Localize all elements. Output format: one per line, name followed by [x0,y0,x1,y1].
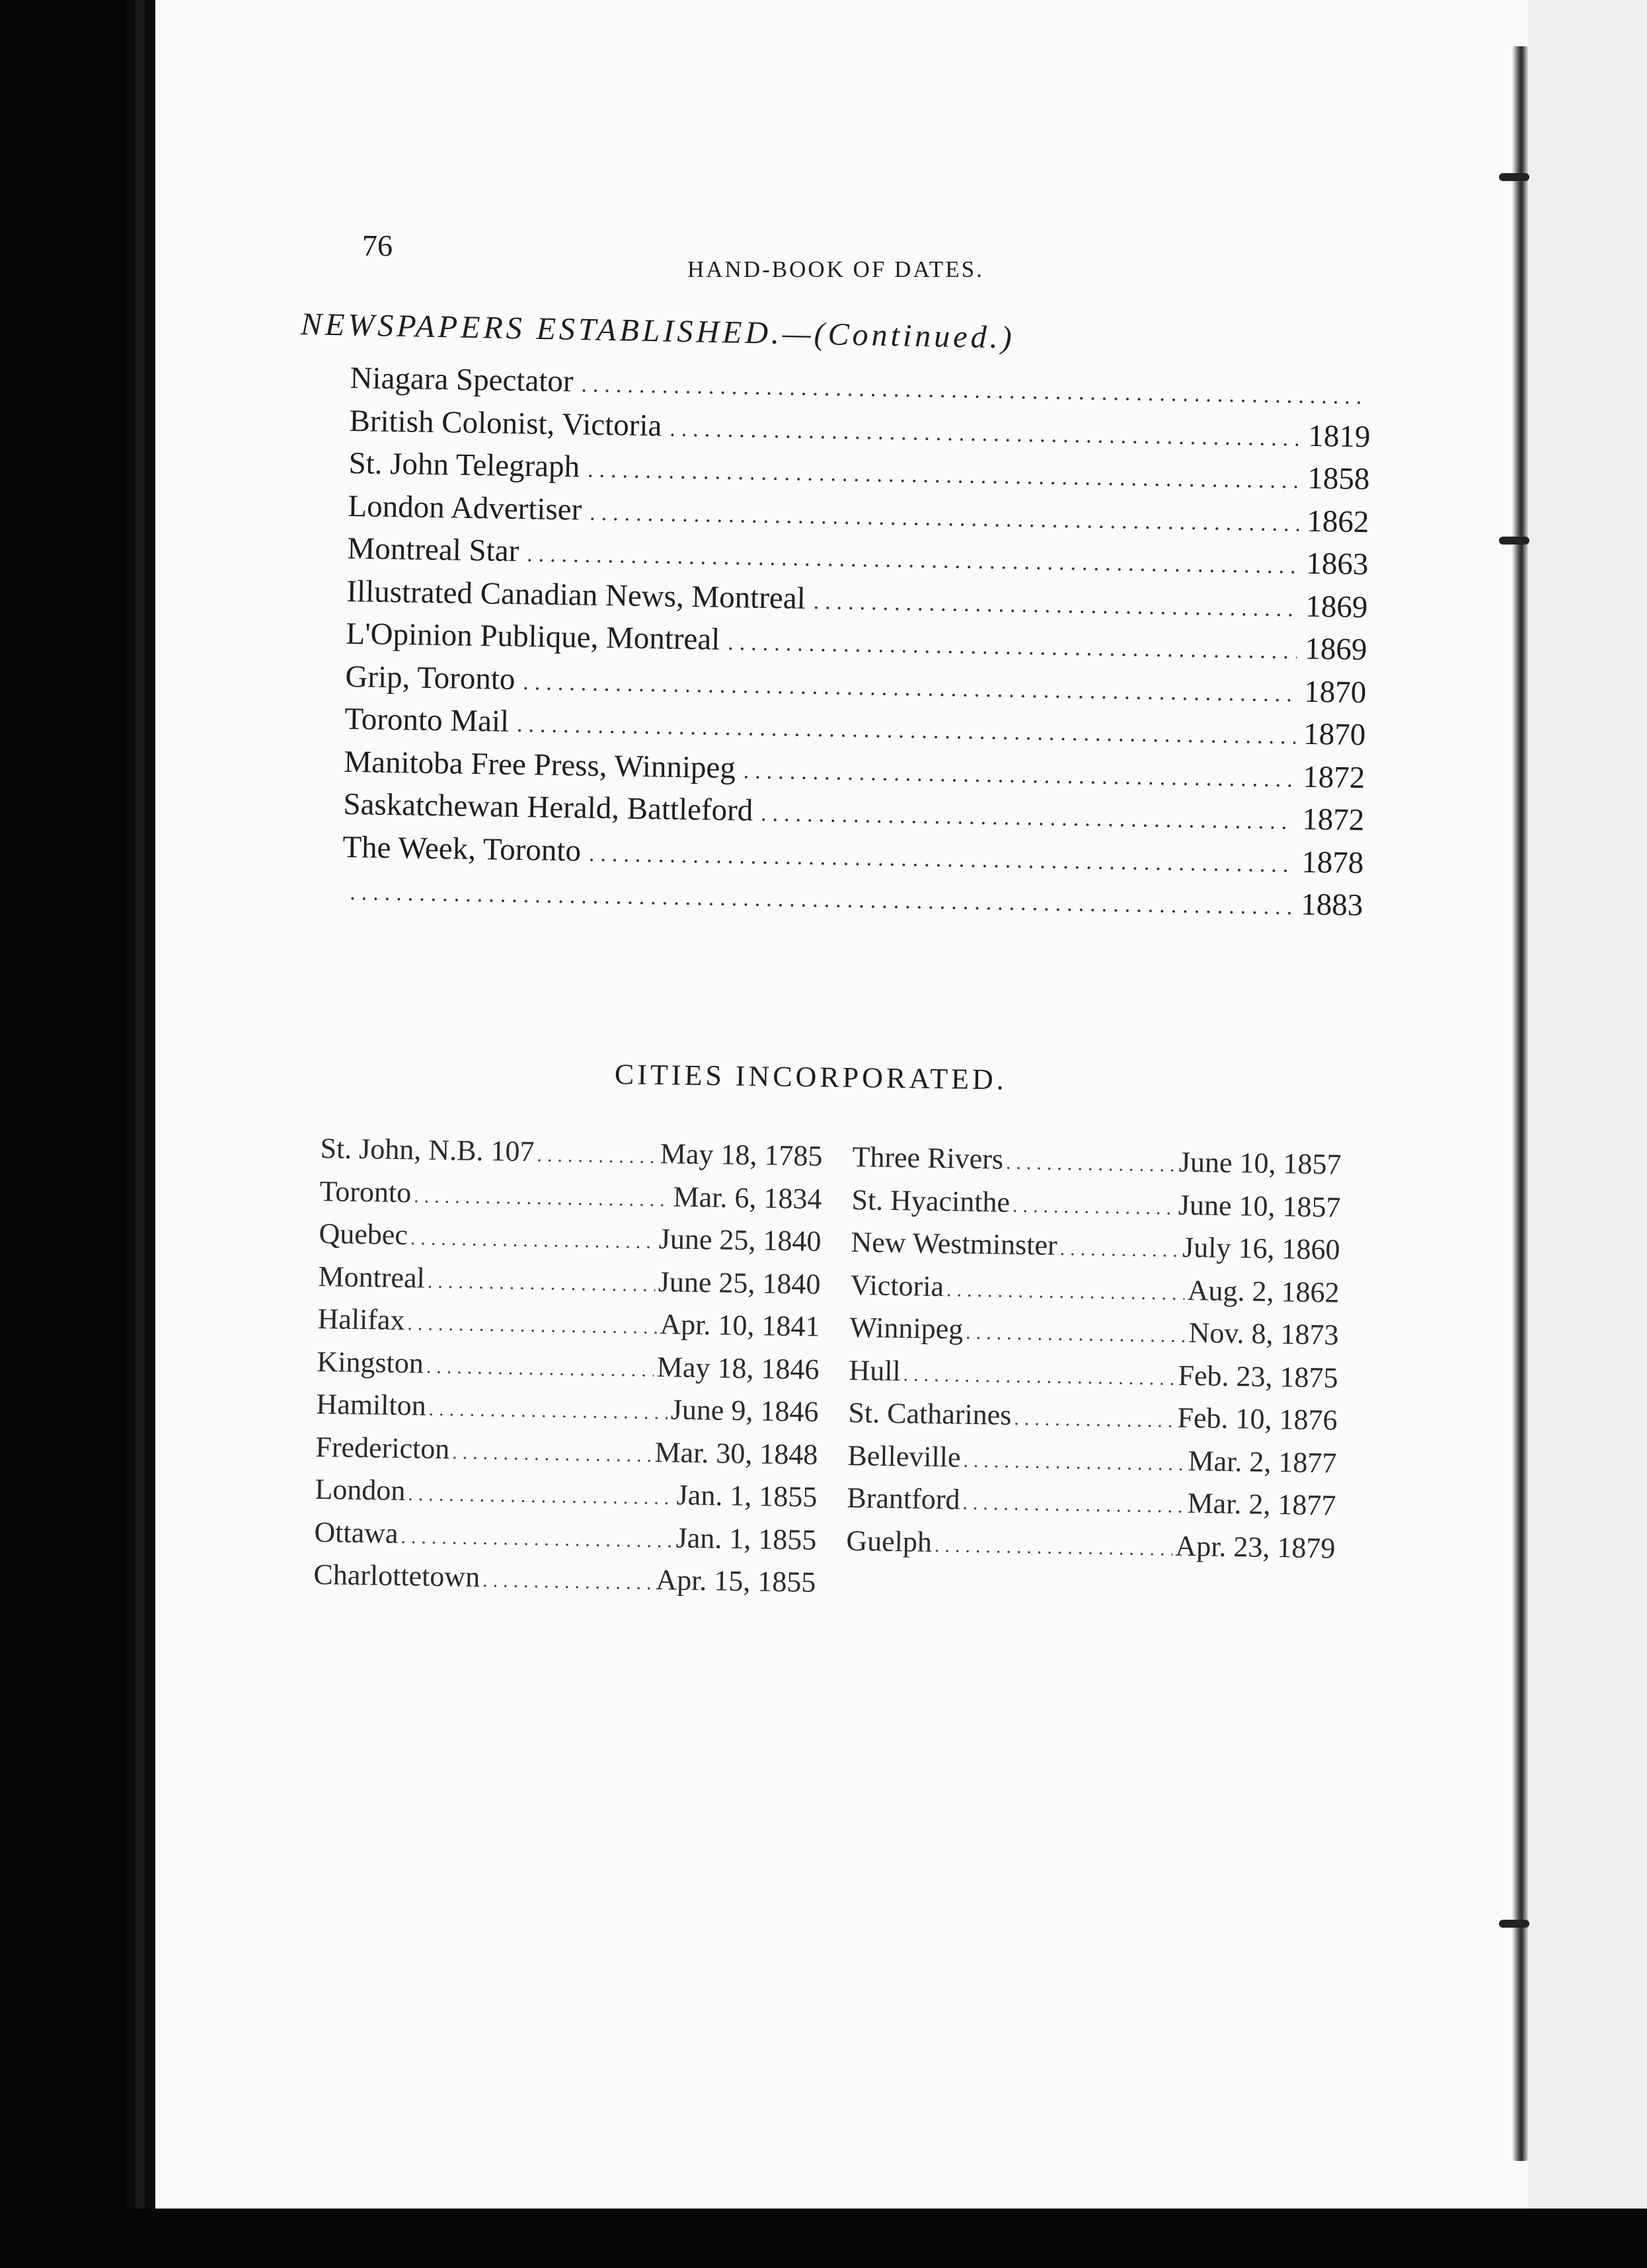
dot-leader [428,1398,668,1425]
cities-right-column [846,1140,1342,1574]
newspaper-year: 1819 [1307,418,1371,454]
book-edge-line [135,0,145,2268]
newspaper-name: British Colonist, Victoria [349,403,662,443]
city-row [849,1353,1338,1403]
city-name: Brantford [847,1481,960,1516]
city-name: Quebec [319,1217,408,1252]
city-row [852,1140,1342,1190]
city-row [851,1182,1341,1232]
city-name: Charlottetown [313,1558,480,1593]
city-date: June 25, 1840 [658,1265,821,1301]
city-name: Belleville [847,1439,961,1474]
newspaper-year: 1883 [1300,887,1363,923]
city-row [317,1302,820,1352]
city-date: Apr. 23, 1879 [1175,1529,1336,1565]
city-row [319,1217,822,1267]
city-name: Guelph [846,1524,933,1558]
city-row [318,1259,821,1309]
city-name: Victoria [850,1268,944,1303]
newspaper-name: Manitoba Free Press, Winnipeg [344,744,736,785]
city-name: New Westminster [851,1225,1058,1262]
city-date: June 9, 1846 [670,1393,819,1428]
dot-leader [408,1483,674,1509]
dot-leader [452,1441,652,1467]
cities-section-title: CITIES INCORPORATED. [614,1058,1008,1096]
cities-left-column [313,1131,823,1608]
city-date: June 25, 1840 [658,1223,822,1258]
dot-leader [426,1355,654,1381]
dot-leader [728,630,1297,665]
book-gutter [1512,46,1528,2161]
city-name: Winnipeg [849,1310,964,1345]
scan-border-bottom [0,2209,1647,2268]
dot-leader [946,1279,1185,1305]
city-name: Montreal [318,1260,426,1295]
facing-page-edge [1528,0,1647,2209]
dot-leader [407,1312,658,1339]
dot-leader [527,542,1299,579]
newspaper-year: 1872 [1302,759,1365,795]
city-row [314,1515,817,1565]
city-row [851,1225,1340,1275]
city-name: Hull [849,1353,901,1387]
city-name: Toronto [319,1174,412,1209]
city-row [847,1481,1336,1531]
dot-leader [517,712,1296,750]
city-row [313,1558,816,1608]
running-head: HAND-BOOK OF DATES. [687,256,984,282]
newspaper-name: The Week, Toronto [342,829,582,868]
city-row [846,1523,1336,1573]
newspaper-year: 1862 [1306,504,1369,539]
city-date: Mar. 2, 1877 [1187,1487,1336,1522]
city-row [847,1438,1337,1488]
city-date: Jan. 1, 1855 [675,1521,817,1556]
dot-leader [813,589,1297,623]
newspaper-name: St. John Telegraph [348,445,580,484]
city-row [315,1472,818,1523]
newspaper-name: Saskatchewan Herald, Battleford [343,786,753,828]
city-name: St. Hyacinthe [851,1183,1011,1219]
newspaper-year: 1858 [1307,461,1370,497]
city-date: Feb. 23, 1875 [1178,1359,1338,1394]
dot-leader [903,1363,1175,1390]
dot-leader [1059,1238,1180,1262]
dot-leader [523,670,1296,707]
city-date: Mar. 30, 1848 [654,1435,818,1471]
dot-leader [1006,1152,1176,1177]
dot-leader [670,416,1301,451]
binding-notch [1499,537,1529,545]
city-date: Mar. 2, 1877 [1188,1444,1337,1480]
newspaper-year: 1863 [1305,546,1369,582]
city-name: Ottawa [314,1515,399,1550]
newspaper-year: 1869 [1304,631,1367,667]
dot-leader [427,1270,656,1296]
newspapers-section-title: NEWSPAPERS ESTABLISHED.—(Continued.) [300,307,1016,356]
binding-notch [1499,173,1529,181]
city-name: London [315,1472,406,1507]
newspaper-year: 1870 [1303,716,1366,753]
city-date: June 10, 1857 [1178,1145,1342,1181]
newspaper-year: 1878 [1301,845,1364,880]
dot-leader [414,1185,671,1211]
city-row [316,1387,819,1437]
dot-leader [482,1569,654,1595]
city-date: Jan. 1, 1855 [676,1478,818,1513]
city-row [849,1310,1339,1361]
dot-leader [1014,1408,1175,1433]
dot-leader [589,841,1294,878]
dot-leader [537,1144,658,1168]
dot-leader [966,1322,1186,1347]
city-date: July 16, 1860 [1182,1230,1340,1266]
city-date: Aug. 2, 1862 [1187,1273,1340,1309]
city-name: Kingston [317,1345,424,1379]
binding-notch [1499,1920,1529,1928]
city-row [320,1131,823,1182]
city-date: Feb. 10, 1876 [1177,1401,1338,1437]
city-row [315,1429,818,1480]
city-name: Three Rivers [852,1140,1004,1176]
city-row [319,1174,822,1224]
scan-border-left [0,0,126,2268]
city-row [848,1396,1338,1446]
dot-leader [962,1492,1185,1518]
dot-leader [963,1449,1186,1475]
city-name: St. Catharines [848,1396,1012,1431]
newspaper-name: L'Opinion Publique, Montreal [346,616,720,657]
dot-leader [581,372,1363,410]
city-date: Mar. 6, 1834 [673,1180,822,1215]
dot-leader [401,1525,673,1552]
dot-leader [410,1227,656,1254]
dot-leader [1013,1194,1176,1219]
dot-leader [743,759,1295,792]
city-date: June 10, 1857 [1178,1188,1341,1224]
page-number: 76 [362,229,393,262]
city-name: Halifax [317,1302,405,1337]
city-row [317,1344,820,1394]
newspaper-year: 1869 [1305,589,1368,624]
city-row [850,1267,1340,1318]
newspaper-year: 1872 [1301,802,1365,838]
city-date: Apr. 10, 1841 [660,1308,820,1343]
city-date: Apr. 15, 1855 [656,1564,816,1599]
city-name: St. John, N.B. 107 [320,1131,535,1168]
dot-leader [590,500,1299,537]
city-date: May 18, 1846 [656,1350,820,1386]
newspaper-year: 1870 [1303,674,1367,710]
dot-leader [588,458,1300,494]
city-date: Nov. 8, 1873 [1188,1316,1339,1351]
newspaper-name: Niagara Spectator [350,360,574,399]
newspaper-name: Illustrated Canadian News, Montreal [346,574,806,616]
newspaper-name: Montreal Star [347,531,519,569]
newspaper-name: London Advertiser [348,488,582,527]
city-name: Fredericton [315,1430,450,1465]
city-date: May 18, 1785 [660,1137,823,1172]
city-name: Hamilton [316,1387,427,1422]
dot-leader [761,802,1295,835]
dot-leader [935,1534,1173,1561]
newspapers-list [342,360,1371,930]
newspaper-name: Toronto Mail [344,701,510,739]
newspaper-name: Grip, Toronto [345,659,516,697]
dot-leader [350,880,1293,920]
